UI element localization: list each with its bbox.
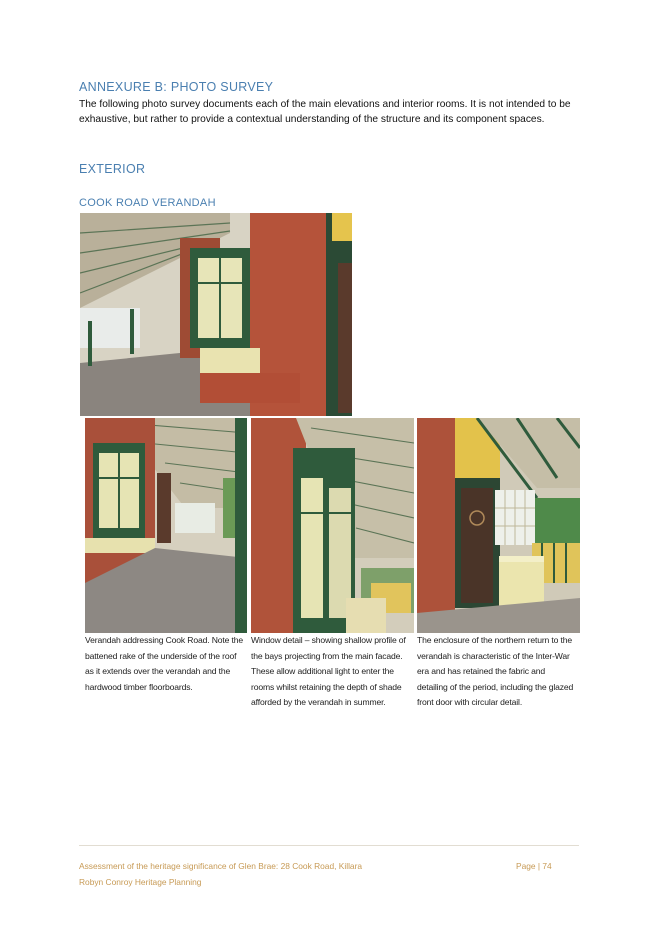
caption-verandah: Verandah addressing Cook Road. Note the battened rake of the underside of the roof as it extends over the verandah and the hardwood timber floorboards. (85, 635, 244, 692)
footer-document-title: Assessment of the heritage significance of Glen Brae: 28 Cook Road, Killara (79, 861, 363, 871)
northern-return-photo (417, 418, 580, 633)
footer-author: Robyn Conroy Heritage Planning (79, 877, 202, 887)
section-heading: COOK ROAD VERANDAH (79, 197, 216, 209)
page-number: Page | 74 (516, 861, 552, 871)
intro-paragraph: The following photo survey documents each of the main elevations and interior rooms. It is not intended to be exhaustive, but rather to provide a contextual understanding of the structure and its component spaces. (79, 99, 571, 125)
caption-window-detail: Window detail – showing shallow profile of the bays projecting from the main facade. These allow additional light to enter the rooms whilst retaining the depth of shade afforded by the verandah in summer. (251, 635, 406, 707)
caption-northern-return: The enclosure of the northern return to the verandah is characteristic of the Inter-War era and has retained the fabric and detailing of the period, including the glazed front door with circular detail. (417, 635, 574, 707)
verandah-wide-photo (85, 418, 247, 633)
window-detail-photo (251, 418, 414, 633)
footer-divider (79, 845, 579, 846)
verandah-overview-photo (80, 213, 352, 416)
exterior-heading: EXTERIOR (79, 162, 146, 176)
annexure-heading: ANNEXURE B: PHOTO SURVEY (79, 80, 274, 94)
